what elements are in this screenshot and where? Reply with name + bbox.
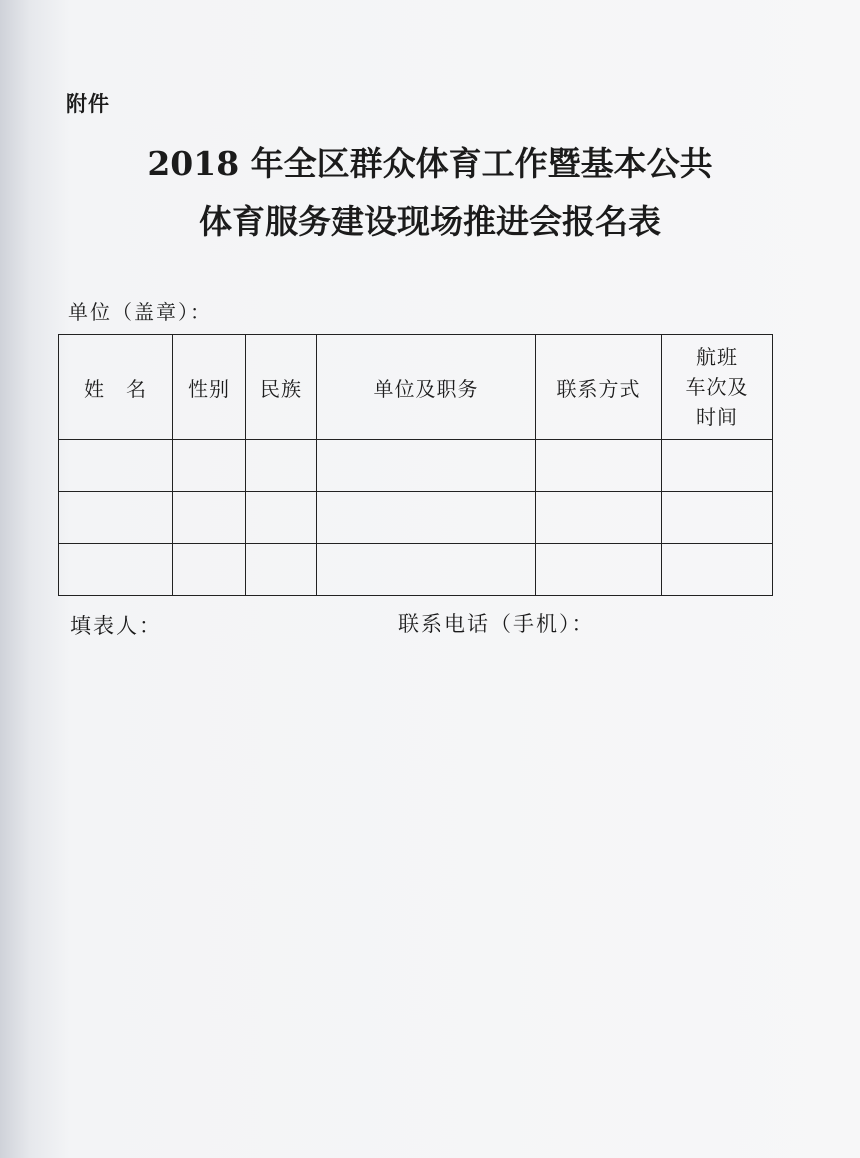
table-cell[interactable] [536, 440, 662, 492]
table-row [59, 440, 773, 492]
header-gender: 性别 [173, 335, 246, 440]
table-header-row [59, 335, 773, 440]
table-cell[interactable] [59, 544, 173, 596]
table-cell[interactable] [662, 544, 773, 596]
header-name: 姓 名 [59, 335, 173, 440]
header-flight-train-time [662, 335, 773, 440]
header-flight-line-2: 车次及 [685, 375, 749, 399]
header-contact: 联系方式 [536, 335, 662, 440]
registration-table [58, 334, 773, 596]
table-row [59, 492, 773, 544]
table-cell[interactable] [246, 544, 317, 596]
table-cell[interactable] [536, 544, 662, 596]
table-cell[interactable] [173, 440, 246, 492]
table-cell[interactable] [536, 492, 662, 544]
header-flight-line-1: 航班 [696, 345, 738, 369]
table-cell[interactable] [317, 492, 536, 544]
table-cell[interactable] [59, 440, 173, 492]
table-cell[interactable] [317, 544, 536, 596]
table-row [59, 544, 773, 596]
table-cell[interactable] [662, 440, 773, 492]
table-cell[interactable] [246, 492, 317, 544]
header-ethnicity: 民族 [246, 335, 317, 440]
table-cell[interactable] [246, 440, 317, 492]
table-cell[interactable] [173, 492, 246, 544]
table-cell[interactable] [662, 492, 773, 544]
contact-phone-label: 联系电话（手机）： [398, 612, 595, 636]
table-cell[interactable] [59, 492, 173, 544]
unit-stamp-label: 单位（盖章）： [68, 300, 212, 324]
document-title-line-2: 体育服务建设现场推进会报名表 [199, 202, 661, 241]
header-unit-position: 单位及职务 [317, 335, 536, 440]
header-flight-line-3: 时间 [696, 405, 738, 429]
table-cell[interactable] [317, 440, 536, 492]
form-filler-label: 填表人： [70, 614, 162, 638]
table-cell[interactable] [173, 544, 246, 596]
document-title-line-1: 2018 年全区群众体育工作暨基本公共 [147, 144, 713, 183]
attachment-label: 附件 [66, 92, 110, 116]
